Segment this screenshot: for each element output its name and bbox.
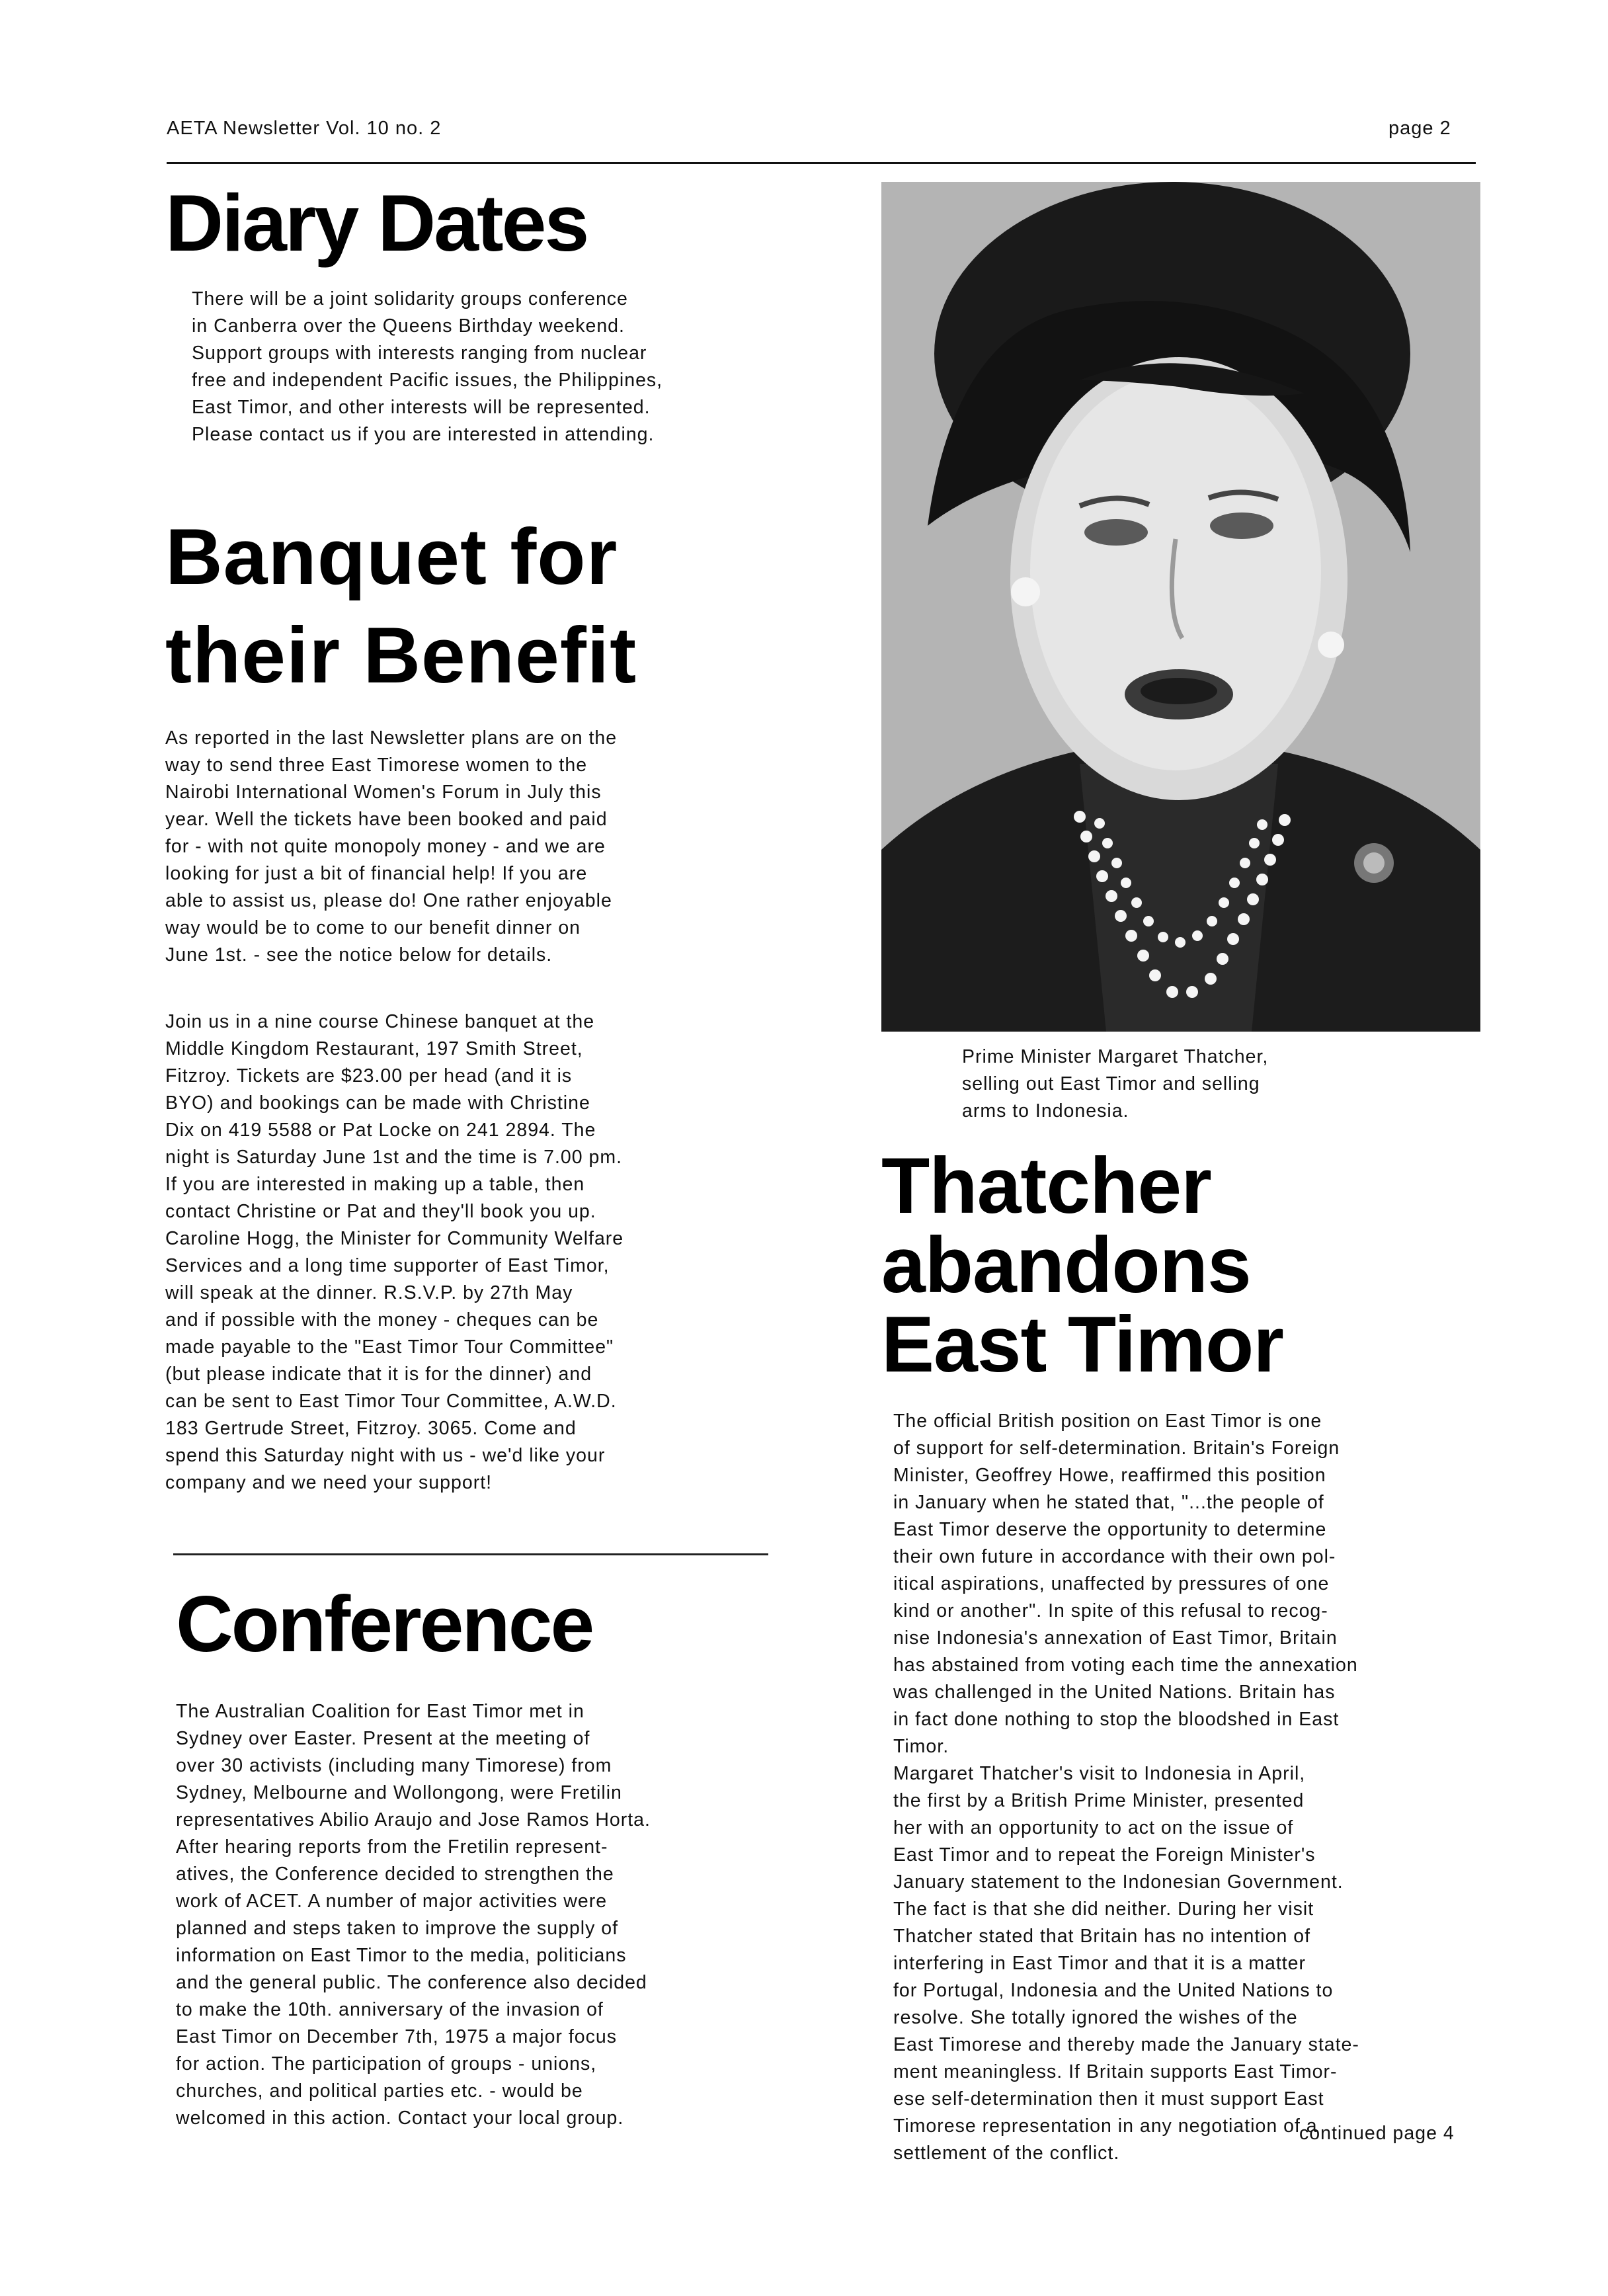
section-divider (173, 1553, 768, 1555)
diary-dates-body: There will be a joint solidarity groups conference in Canberra over the Queens Birthday weekend. Support groups with interests ranging from nuclear free and independent Pacific issues, the Philippines, East Timor, and other interests will be represented. Please contact us if you are interested in attending. (192, 288, 663, 445)
thatcher-photo (881, 182, 1480, 1032)
photo-caption: Prime Minister Margaret Thatcher, selling out East Timor and selling arms to Indonesia. (962, 1046, 1269, 1122)
publication-header: AETA Newsletter Vol. 10 no. 2 (167, 118, 442, 139)
banquet-headline: Banquet for their Benefit (165, 512, 637, 700)
continued-note: continued page 4 (1299, 2123, 1455, 2144)
right-column (881, 182, 1483, 2167)
conference-headline: Conference (176, 1579, 593, 1668)
banquet-body: As reported in the last Newsletter plans are on the way to send three East Timorese women to the Nairobi International Women's Forum in July this year. Well the tickets have been booked and paid for - with not quite monopoly money - and we are looking for just a bit of financial help! If you are able to assist us, please do! One rather enjoyable way would be to come to our benefit dinner on June 1st. - see the notice below for details. (165, 727, 618, 965)
thatcher-headline: Thatcher abandons East Timor (881, 1141, 1283, 1389)
page-number: page 2 (1388, 118, 1451, 139)
conference-body: The Australian Coalition for East Timor met in Sydney over Easter. Present at the meeting of over 30 activists (including many Timorese) from Sydney, Melbourne and Wollongong, were Fretilin representatives Abilio Araujo and Jose Ramos Horta. After hearing reports from the Fretilin represent- atives, the Conference decided to strengthen the work of ACET. A number of major activities were planned and steps taken to improve the supply of information on East Timor to the media, politicians and the general public. The conference also decided to make the 10th. anniversary of the invasion of East Timor on December 7th, 1975 a major focus for action. The participation of groups - unions, churches, and political parties etc. - would be welcomed in this action. Contact your local group. (176, 1700, 651, 2129)
banquet-dinner-notice: Join us in a nine course Chinese banquet at the Middle Kingdom Restaurant, 197 Smith Street, Fitzroy. Tickets are $23.00 per head (and it is BYO) and bookings can be made with Christine Dix on 419 5588 or Pat Locke on 241 2894. The night is Saturday June 1st and the time is 7.00 pm. If you are interested in making up a table, then contact Christine or Pat and they'll book you up. Caroline Hogg, the Minister for Community Welfare Services and a long time supporter of East Timor, will speak at the dinner. R.S.V.P. by 27th May and if possible with the money - cheques can be made payable to the "East Timor Tour Committee" (but please indicate that it is for the dinner) and can be sent to East Timor Tour Committee, A.W.D. 183 Gertrude Street, Fitzroy. 3065. Come and spend this Saturday night with us - we'd like your company and we need your support! (165, 1010, 624, 1493)
header-rule (167, 162, 1476, 164)
left-column (165, 177, 774, 2132)
portrait-illustration (881, 182, 1480, 1032)
diary-dates-headline: Diary Dates (165, 178, 588, 268)
thatcher-body: The official British position on East Timor is one of support for self-determination. Britain's Foreign Minister, Geoffrey Howe, reaffirmed this position in January when he stated that, "...the people of East Timor deserve the opportunity to determine their own future in accordance with their own pol- itical aspirations, unaffected by pressures of one kind or another". In spite of this refusal to recog- nise Indonesia's annexation of East Timor, Britain has abstained from voting each time the annexation was challenged in the United Nations. Britain has in fact done nothing to stop the bloodshed in East Timor. Margaret Thatcher's visit to Indonesia in April, the first by a British Prime Minister, presented her with an opportunity to act on the issue of East Timor and to repeat the Foreign Minister's January statement to the Indonesian Government. The fact is that she did neither. During her visit Thatcher stated that Britain has no intention of interfering in East Timor and that it is a matter for Portugal, Indonesia and the United Nations to resolve. She totally ignored the wishes of the East Timorese and thereby made the January state- ment meaningless. If Britain supports East Timor- ese self-determination then it must support East Timorese representation in any negotiation of a settlement of the conflict. (893, 1411, 1359, 2164)
